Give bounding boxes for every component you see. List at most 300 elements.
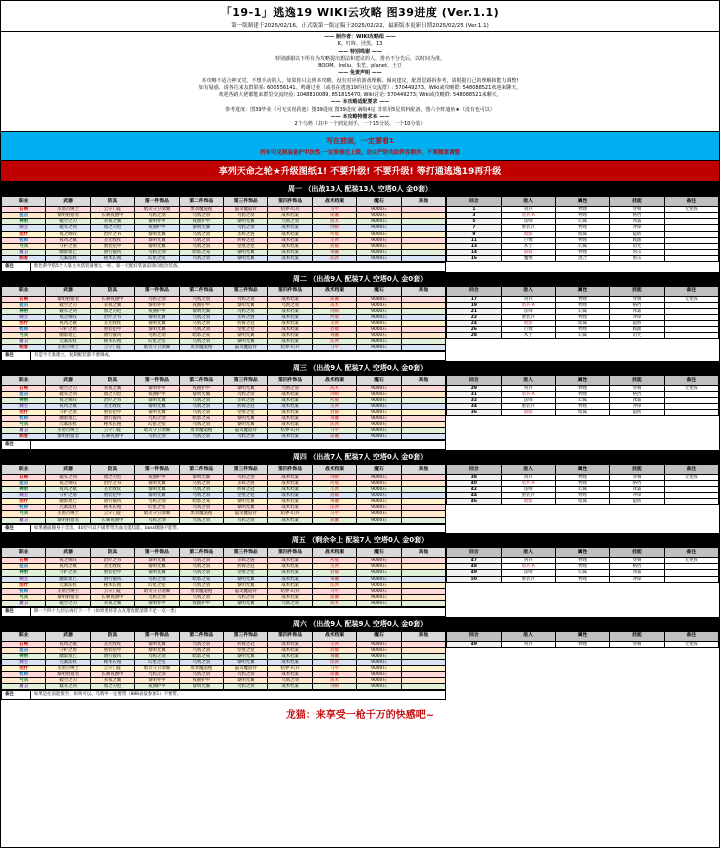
gear-cell: 黎明外甲: [135, 219, 179, 225]
day-band-1: 周一 （出战13人 配装13人 空塔0人 金0套）: [1, 182, 719, 196]
gear-cell: 夜曲护甲: [135, 475, 179, 481]
gear-cell: 夜风之歌: [46, 641, 90, 647]
team-col-8: 魔石: [357, 548, 401, 558]
enemy-cell: 射击: [610, 249, 664, 255]
page-subtitle: 第一版制建于2025/02/16，正式版第一版定稿于2025/02/22，最新版本更新日期2025/02/25 (Ver.1.1): [1, 21, 719, 32]
role-cell: 剑士: [2, 225, 46, 231]
enemy-cell: [664, 255, 718, 261]
enemy-cell: 重装兵: [501, 314, 555, 320]
gear-cell: 祈祷之冠: [224, 641, 268, 647]
enemy-cell: 格挡: [610, 481, 664, 487]
enemy-col-1: 敌人: [501, 465, 555, 475]
enemy-cell: 诅咒: [610, 332, 664, 338]
gear-cell: 9000石: [357, 320, 401, 326]
enemy-cell: 物理: [555, 237, 609, 243]
gear-cell: 马甲: [312, 428, 356, 434]
note-table-1: [1, 262, 446, 272]
gear-cell: 暗灭守卫羽翼: [135, 345, 179, 351]
gear-cell: 夜之咏叹: [46, 397, 90, 403]
gear-cell: 黎明光翼: [224, 219, 268, 225]
gear-cell: 9000石: [357, 517, 401, 523]
note-label: 备注: [2, 607, 31, 616]
enemy-turn-cell: 7: [447, 225, 501, 231]
enemy-turn-cell: 42: [447, 487, 501, 493]
gear-cell: 乌鸦之羽: [179, 558, 223, 564]
gear-cell: 夜风之歌: [46, 320, 90, 326]
enemy-col-1: 敌人: [501, 548, 555, 558]
enemy-turn-cell: 22: [447, 314, 501, 320]
gear-cell: 乌鸦之羽: [224, 308, 268, 314]
day-band-3: 周三 （出战9人 配装7人 空塔0人 金0套）: [1, 361, 719, 375]
enemy-turn-cell: 16: [447, 255, 501, 261]
gear-cell: 乌鸦之羽: [179, 410, 223, 416]
enemy-col-2: 属性: [555, 548, 609, 558]
gear-cell: 乌鸦之羽: [179, 231, 223, 237]
gear-cell: 守护之盾: [46, 647, 90, 653]
gear-cell: 夜风之歌: [46, 237, 90, 243]
gear-cell: 乌鸦之羽: [179, 517, 223, 523]
gear-cell: 战术档案: [268, 481, 312, 487]
gear-cell: 法典: [312, 255, 356, 261]
role-cell: 剑士: [2, 576, 46, 582]
team-col-2: 防具: [90, 631, 134, 641]
gear-cell: 战术档案: [268, 671, 312, 677]
gear-cell: 剑鞘: [312, 475, 356, 481]
gear-cell: 重装铠甲: [90, 326, 134, 332]
note-text: 有造今天准建立、复制配装都不要调成。: [31, 352, 446, 361]
day-body-5: [1, 547, 719, 616]
gear-cell: 圣辉之链: [224, 231, 268, 237]
team-col-4: 第二件饰品: [179, 197, 223, 207]
gear-cell: 黎明光翼: [224, 302, 268, 308]
gear-cell: 战术档案: [268, 225, 312, 231]
gear-cell: 秘术长袍: [90, 255, 134, 261]
gear-cell: 乌鸦之羽: [179, 314, 223, 320]
gear-cell: 战术档案: [268, 410, 312, 416]
gear-cell: 战术档案: [268, 505, 312, 511]
role-cell: 召唤: [2, 207, 46, 213]
gear-cell: 暗影之戒: [179, 499, 223, 505]
team-col-6: 第四件饰品: [268, 286, 312, 296]
enemy-table-4: [446, 464, 719, 505]
enemy-turn-cell: 40: [447, 481, 501, 487]
gear-cell: 秘术长袍: [90, 659, 134, 665]
enemy-cell: 幻属: [555, 332, 609, 338]
gear-cell: 药瓶: [312, 397, 356, 403]
gear-cell: 战术档案: [268, 255, 312, 261]
gear-cell: 乌鸦之羽: [268, 385, 312, 391]
gear-cell: 祈祷之冠: [224, 487, 268, 493]
enemy-cell: 隐匿: [610, 410, 664, 416]
gear-cell: 夜之咏叹: [46, 314, 90, 320]
gear-cell: 乌鸦之羽: [179, 237, 223, 243]
role-cell: 狙击: [2, 481, 46, 487]
gear-cell: 圣典: [312, 487, 356, 493]
enemy-col-3: 技能: [610, 197, 664, 207]
gear-cell: 9000石: [357, 600, 401, 606]
gear-cell: 重装铠甲: [90, 570, 134, 576]
team-table-3: [1, 375, 446, 441]
enemy-cell: 冲锋: [610, 404, 664, 410]
gear-cell: 战术档案: [268, 517, 312, 523]
table-row: [2, 345, 446, 351]
enemy-cell: 法师: [501, 487, 555, 493]
enemy-row: [447, 641, 719, 647]
gear-cell: 9000石: [357, 237, 401, 243]
gear-cell: 9000石: [357, 576, 401, 582]
gear-cell: 圣辉之链: [224, 314, 268, 320]
gear-cell: 暗影之戒: [179, 416, 223, 422]
gear-cell: 9000石: [357, 647, 401, 653]
enemy-cell: 暗影: [501, 499, 555, 505]
gear-cell: 9000石: [357, 422, 401, 428]
gear-cell: 夜风之歌: [46, 564, 90, 570]
gear-cell: 永夜之翼: [90, 219, 134, 225]
gear-cell: 乌鸦之羽: [135, 434, 179, 440]
role-cell: 狙击: [2, 647, 46, 653]
gear-cell: 箭囊: [312, 671, 356, 677]
team-col-8: 魔石: [357, 197, 401, 207]
enemy-table-1: [446, 196, 719, 262]
enemy-turn-cell: 50: [447, 576, 501, 582]
gear-cell: 黎明光翼: [135, 410, 179, 416]
gear-cell: 黎明光翼: [224, 332, 268, 338]
day-band-5: 周五 （剩余伞上 配装7人 空塔0人 金0套）: [1, 533, 719, 547]
gear-cell: 元素法杖: [46, 505, 90, 511]
role-cell: 召唤: [2, 296, 46, 302]
gear-cell: 9000石: [357, 641, 401, 647]
gear-cell: 马甲: [312, 511, 356, 517]
gear-cell: 血之刃铠: [90, 308, 134, 314]
gear-cell: 黎明光翼: [224, 505, 268, 511]
intro-line-7: 本攻略不适合神叉党、不想手动的人，如果你只会照本攻略，没有对应的游戏理解、倾向建议，配置思路拆参考，请根据自己的理解和能力调整!: [201, 77, 519, 84]
gear-cell: 战术档案: [268, 296, 312, 302]
gear-cell: 药瓶: [312, 231, 356, 237]
gear-cell: 长刺夜曲甲: [90, 434, 134, 440]
gear-cell: 黎明光翼: [135, 493, 179, 499]
team-col-1: 武器: [46, 631, 90, 641]
gear-cell: 夜曲护甲: [135, 225, 179, 231]
enemy-cell: 物理: [555, 385, 609, 391]
enemy-cell: 暗影: [501, 410, 555, 416]
gear-cell: 祈祷之冠: [224, 237, 268, 243]
role-cell: 召唤: [2, 385, 46, 391]
team-col-3: 第一件饰品: [135, 631, 179, 641]
gear-cell: 乌鸦之羽: [224, 296, 268, 302]
intro-line-1: —— 制作者：WIKI攻略组 ——: [324, 34, 396, 40]
enemy-row: [447, 499, 719, 505]
enemy-col-0: 回合: [447, 286, 501, 296]
gear-cell: 乌鸦之羽: [135, 576, 179, 582]
gear-cell: 幽影短匕: [46, 416, 90, 422]
gear-cell: 箭囊: [312, 594, 356, 600]
team-col-0: 职业: [2, 286, 46, 296]
gear-cell: 战术: [312, 219, 356, 225]
gear-cell: 乌鸦之羽: [179, 481, 223, 487]
gear-cell: 夜风之歌: [46, 404, 90, 410]
gear-cell: 盾徽: [312, 570, 356, 576]
enemy-cell: 重击: [610, 255, 664, 261]
gear-cell: 乌鸦之羽: [179, 296, 223, 302]
note-label: 备注: [2, 262, 31, 271]
gear-cell: 黎明射猎者: [46, 594, 90, 600]
gear-cell: 破军之剑: [46, 683, 90, 689]
gear-cell: 潜行披风: [90, 332, 134, 338]
role-cell: 弓兵: [2, 511, 46, 517]
team-col-6: 第四件饰品: [268, 631, 312, 641]
gear-cell: 9000石: [357, 653, 401, 659]
gear-cell: 幽影短匕: [46, 249, 90, 255]
day-body-3: [1, 375, 719, 450]
note-label: 备注: [2, 691, 31, 700]
team-col-4: 第二件饰品: [179, 631, 223, 641]
gear-cell: 9000石: [357, 475, 401, 481]
enemy-cell: 暗属: [555, 231, 609, 237]
gear-cell: 夜曲护甲: [179, 677, 223, 683]
enemy-table-6: [446, 631, 719, 648]
gear-cell: 圣典: [312, 320, 356, 326]
gear-cell: 箭囊: [312, 213, 356, 219]
gear-cell: 破空之刃: [46, 600, 90, 606]
gear-cell: 9000石: [357, 326, 401, 332]
gear-cell: 黎明光翼: [224, 576, 268, 582]
gear-cell: 战术档案: [268, 391, 312, 397]
gear-cell: 战术档案: [268, 564, 312, 570]
gear-cell: 箭囊: [312, 434, 356, 440]
note-table-6: [1, 690, 446, 700]
enemy-cell: 无免疫: [664, 385, 718, 391]
gear-cell: 9000石: [357, 219, 401, 225]
team-col-9: 其他: [401, 548, 446, 558]
day-band-6: 周六 （出战9人 配装9人 空塔0人 金0套）: [1, 617, 719, 631]
gear-cell: 9000石: [357, 434, 401, 440]
enemy-cell: 幻属: [555, 397, 609, 403]
gear-cell: 重装铠甲: [90, 243, 134, 249]
enemy-cell: 冰霜: [610, 308, 664, 314]
enemy-turn-cell: 44: [447, 493, 501, 499]
team-col-5: 第三件饰品: [224, 465, 268, 475]
gear-cell: 元素法杖: [46, 582, 90, 588]
gear-cell: 秘术长袍: [90, 505, 134, 511]
enemy-cell: 盾兵·A: [501, 481, 555, 487]
gear-cell: 破军之剑: [46, 391, 90, 397]
gear-cell: 圣光牧杖: [90, 404, 134, 410]
enemy-col-4: 备注: [664, 286, 718, 296]
enemy-turn-cell: 49: [447, 641, 501, 647]
role-cell: 刺客: [2, 434, 46, 440]
enemy-cell: 物理: [555, 564, 609, 570]
enemy-col-1: 敌人: [501, 197, 555, 207]
enemy-cell: 冲锋: [610, 314, 664, 320]
intro-line-5: BOOM、Ireliu、朱笙、planet、土豆: [318, 63, 402, 69]
footer-note: 龙猫：来享受一枪千万的快感吧~: [285, 709, 435, 721]
gear-cell: 血之刃铠: [90, 391, 134, 397]
gear-cell: 云守门徒: [90, 207, 134, 213]
gear-cell: [401, 683, 446, 689]
team-col-8: 魔石: [357, 465, 401, 475]
gear-cell: 黎明射猎者: [46, 671, 90, 677]
gear-cell: 9000石: [357, 564, 401, 570]
team-col-5: 第三件饰品: [224, 197, 268, 207]
gear-cell: 剑鞘: [312, 683, 356, 689]
gear-cell: 黎明光翼: [135, 320, 179, 326]
gear-cell: 暗灭守卫羽翼: [135, 588, 179, 594]
intro-block: [1, 32, 719, 132]
gear-cell: 隐炎魔道铃: [224, 345, 268, 351]
intro-line-10: —— 本攻略适配要求 ——: [330, 99, 390, 106]
enemy-cell: 冲锋: [610, 493, 664, 499]
gear-cell: 乌鸦之羽: [224, 225, 268, 231]
gear-cell: 乌鸦之羽: [179, 493, 223, 499]
gear-cell: 元素法杖: [46, 338, 90, 344]
gear-cell: 黎明射猎者: [46, 296, 90, 302]
gear-cell: 毒囊: [312, 499, 356, 505]
gear-cell: 结界·幻兵: [268, 511, 312, 517]
gear-cell: 战术档案: [268, 558, 312, 564]
gear-cell: 乌鸦之羽: [179, 255, 223, 261]
enemy-cell: 无免疫: [664, 207, 718, 213]
gear-cell: 乌鸦之羽: [179, 582, 223, 588]
gear-cell: 盾徽: [312, 243, 356, 249]
gear-cell: 战术档案: [268, 416, 312, 422]
gear-cell: 坚壁之铠: [224, 493, 268, 499]
gear-cell: 黎明光翼: [224, 255, 268, 261]
gear-cell: 守护之盾: [46, 493, 90, 499]
team-col-7: 战术档案: [312, 197, 356, 207]
gear-cell: 乌鸦之羽: [135, 416, 179, 422]
enemy-cell: 幻属: [555, 308, 609, 314]
role-cell: 弓兵: [2, 332, 46, 338]
gear-cell: 马甲: [312, 665, 356, 671]
gear-cell: 9000石: [357, 428, 401, 434]
gear-cell: 9000石: [357, 213, 401, 219]
warning-blue-line-1: 写在前面，一定要看1: [326, 137, 394, 146]
team-col-4: 第二件饰品: [179, 548, 223, 558]
gear-cell: 云守门徒: [90, 511, 134, 517]
team-col-7: 战术档案: [312, 631, 356, 641]
team-col-3: 第一件饰品: [135, 465, 179, 475]
gear-cell: 盾徽: [312, 493, 356, 499]
gear-cell: 圣辉之链: [224, 558, 268, 564]
gear-cell: 圣盾召唤士: [46, 588, 90, 594]
gear-cell: 云守门徒: [90, 345, 134, 351]
team-col-0: 职业: [2, 197, 46, 207]
gear-cell: 毒囊: [312, 653, 356, 659]
gear-cell: 战术档案: [268, 653, 312, 659]
enemy-col-4: 备注: [664, 548, 718, 558]
gear-cell: 9000石: [357, 683, 401, 689]
gear-cell: 夜之咏叹: [46, 558, 90, 564]
gear-cell: 乌鸦之羽: [268, 219, 312, 225]
gear-cell: 战术档案: [268, 683, 312, 689]
gear-cell: 毒囊: [312, 576, 356, 582]
gear-cell: 永夜之翼: [90, 677, 134, 683]
gear-cell: [401, 600, 446, 606]
enemy-col-2: 属性: [555, 197, 609, 207]
enemy-turn-cell: 9: [447, 231, 501, 237]
enemy-col-3: 技能: [610, 465, 664, 475]
gear-cell: 战术档案: [268, 320, 312, 326]
gear-cell: 长刺夜曲甲: [90, 517, 134, 523]
gear-cell: 9000石: [357, 207, 401, 213]
gear-cell: 黎明光翼: [224, 499, 268, 505]
gear-cell: 重装铠甲: [90, 647, 134, 653]
role-cell: 弓兵: [2, 677, 46, 683]
gear-cell: 乌鸦之羽: [135, 653, 179, 659]
enemy-cell: 格挡: [610, 564, 664, 570]
gear-cell: 黑衣魔道袍: [179, 665, 223, 671]
gear-cell: 幻星之坠: [135, 255, 179, 261]
enemy-cell: 隐匿: [610, 499, 664, 505]
gear-cell: 乌鸦之羽: [135, 332, 179, 338]
gear-cell: 暗灭守卫羽翼: [135, 428, 179, 434]
gear-cell: 黎明光翼: [135, 647, 179, 653]
gear-cell: 黎明光翼: [224, 600, 268, 606]
enemy-cell: [664, 576, 718, 582]
enemy-table-2: [446, 286, 719, 339]
gear-cell: 幽影短匕: [46, 499, 90, 505]
gear-cell: 结界·幻兵: [268, 207, 312, 213]
gear-cell: 战术: [312, 677, 356, 683]
enemy-cell: 践踏: [610, 237, 664, 243]
role-cell: 神射: [2, 219, 46, 225]
gear-cell: 坚壁之铠: [224, 326, 268, 332]
gear-cell: 战术档案: [268, 404, 312, 410]
gear-cell: 盾徽: [312, 647, 356, 653]
gear-cell: 9000石: [357, 588, 401, 594]
enemy-cell: 幻属: [555, 487, 609, 493]
enemy-turn-cell: 31: [447, 391, 501, 397]
team-col-8: 魔石: [357, 631, 401, 641]
gear-cell: 圣盾召唤士: [46, 428, 90, 434]
note-text: 如果避面随身子音出，40层可以不破带带出血交能技能，boss级随不能带。: [31, 524, 446, 533]
gear-cell: 黎明光翼: [224, 338, 268, 344]
enemy-col-3: 技能: [610, 375, 664, 385]
enemy-turn-cell: 24: [447, 320, 501, 326]
enemy-cell: 术士: [501, 332, 555, 338]
table-row: [2, 683, 446, 689]
gear-cell: 黎明射猎者: [46, 434, 90, 440]
gear-cell: 黑衣魔道袍: [179, 345, 223, 351]
gear-cell: 圣盾召唤士: [46, 665, 90, 671]
gear-cell: 黎明外甲: [135, 677, 179, 683]
role-cell: 治疗: [2, 410, 46, 416]
enemy-cell: 格挡: [610, 213, 664, 219]
gear-cell: 破空之刃: [46, 302, 90, 308]
role-cell: 召唤: [2, 641, 46, 647]
gear-cell: 黎明光翼: [135, 231, 179, 237]
gear-cell: 战术档案: [268, 422, 312, 428]
team-col-0: 职业: [2, 631, 46, 641]
role-cell: 治疗: [2, 499, 46, 505]
gear-cell: 黑衣魔道袍: [179, 428, 223, 434]
enemy-cell: 穿刺: [610, 558, 664, 564]
gear-cell: 夜曲护甲: [179, 302, 223, 308]
enemy-turn-cell: 26: [447, 326, 501, 332]
team-col-4: 第二件饰品: [179, 465, 223, 475]
team-col-1: 武器: [46, 286, 90, 296]
gear-cell: 圣典: [312, 564, 356, 570]
intro-line-3: —— 特别鸣谢 ——: [338, 48, 382, 55]
role-cell: 刺客: [2, 255, 46, 261]
enemy-cell: 穿刺: [610, 385, 664, 391]
gear-cell: 乌鸦之羽: [224, 671, 268, 677]
gear-cell: 法典: [312, 505, 356, 511]
gear-cell: 破军之剑: [46, 475, 90, 481]
role-cell: 剑士: [2, 659, 46, 665]
gear-cell: 破军之剑: [46, 308, 90, 314]
gear-cell: 乌鸦之羽: [179, 422, 223, 428]
